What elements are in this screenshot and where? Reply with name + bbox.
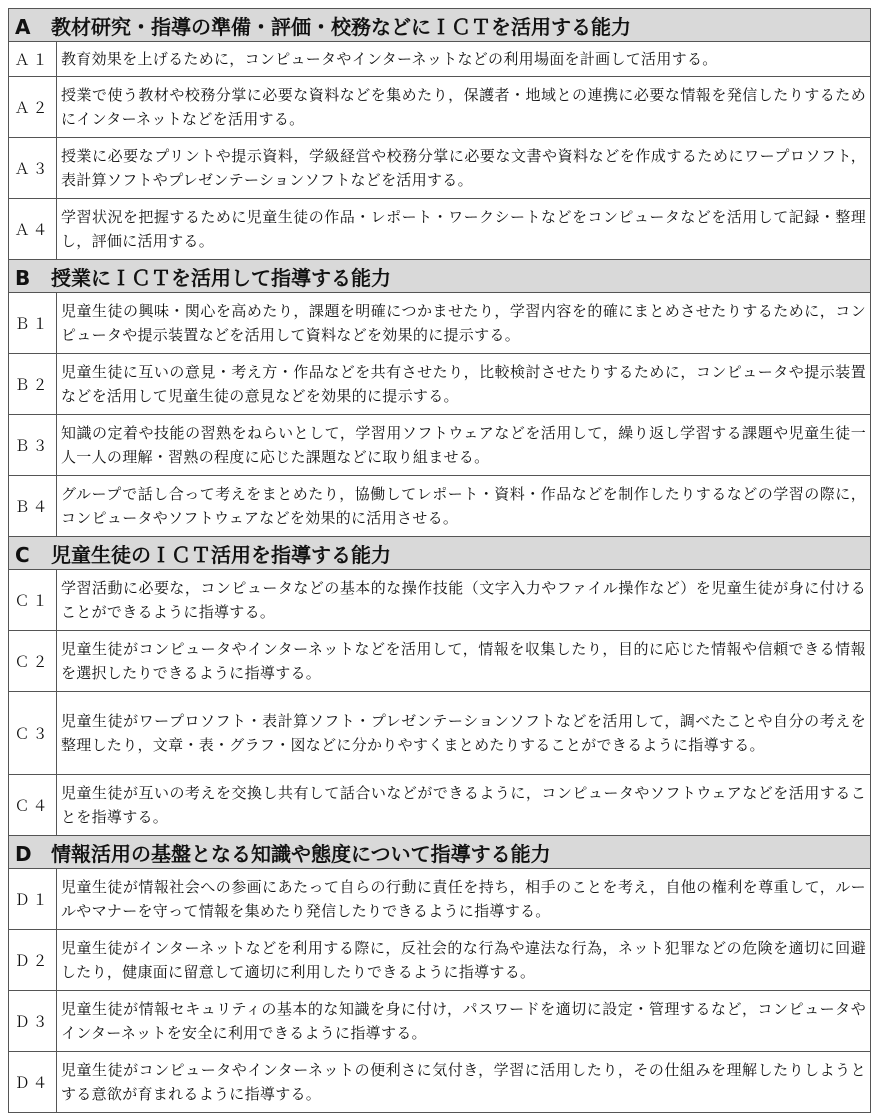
- item-code: Ａ２: [9, 77, 57, 138]
- item-description: 授業で使う教材や校務分掌に必要な資料などを集めたり，保護者・地域との連携に必要な情報を発信したりするためにインターネットなどを活用する。: [57, 77, 871, 138]
- table-row: [9, 138, 871, 199]
- item-code: Ｂ１: [9, 293, 57, 354]
- item-description: 学習活動に必要な，コンピュータなどの基本的な操作技能（文字入力やファイル操作など）を児童生徒が身に付けることができるように指導する。: [57, 570, 871, 631]
- table-row: [9, 930, 871, 991]
- item-description: 児童生徒がワープロソフト・表計算ソフト・プレゼンテーションソフトなどを活用して，調べたことや自分の考えを整理したり，文章・表・グラフ・図などに分かりやすくまとめたりすることができるように指導する。: [57, 692, 871, 775]
- item-description: 児童生徒がインターネットなどを利用する際に，反社会的な行為や違法な行為，ネット犯罪などの危険を適切に回避したり，健康面に留意して適切に利用したりできるように指導する。: [57, 930, 871, 991]
- section-title: 教材研究・指導の準備・評価・校務などにＩＣＴを活用する能力: [51, 14, 631, 39]
- section-letter: D: [15, 841, 32, 866]
- section-header-c: [9, 537, 871, 570]
- item-description: 児童生徒が互いの考えを交換し共有して話合いなどができるように，コンピュータやソフトウェアなどを活用することを指導する。: [57, 775, 871, 836]
- item-code: Ａ４: [9, 199, 57, 260]
- table-row: [9, 775, 871, 836]
- item-code: Ｃ４: [9, 775, 57, 836]
- table-row: [9, 476, 871, 537]
- table-row: [9, 42, 871, 77]
- item-description: 教育効果を上げるために，コンピュータやインターネットなどの利用場面を計画して活用する。: [57, 42, 871, 77]
- item-code: Ｂ３: [9, 415, 57, 476]
- item-code: Ｃ３: [9, 692, 57, 775]
- table-row: [9, 631, 871, 692]
- table-row: [9, 570, 871, 631]
- table-row: [9, 869, 871, 930]
- section-letter: A: [15, 14, 31, 39]
- section-letter: C: [15, 542, 30, 567]
- item-description: 児童生徒に互いの意見・考え方・作品などを共有させたり，比較検討させたりするために，コンピュータや提示装置などを活用して児童生徒の意見などを効果的に提示する。: [57, 354, 871, 415]
- section-title: 授業にＩＣＴを活用して指導する能力: [51, 265, 391, 290]
- table-row: [9, 1052, 871, 1113]
- item-code: Ｃ１: [9, 570, 57, 631]
- section-title: 児童生徒のＩＣＴ活用を指導する能力: [51, 542, 391, 567]
- item-code: Ｃ２: [9, 631, 57, 692]
- item-description: 児童生徒がコンピュータやインターネットなどを活用して，情報を収集したり，目的に応じた情報や信頼できる情報を選択したりできるように指導する。: [57, 631, 871, 692]
- item-description: 児童生徒が情報セキュリティの基本的な知識を身に付け，パスワードを適切に設定・管理するなど，コンピュータやインターネットを安全に利用できるように指導する。: [57, 991, 871, 1052]
- table-row: [9, 991, 871, 1052]
- ict-competency-table: [8, 8, 871, 1113]
- item-description: 児童生徒の興味・関心を高めたり，課題を明確につかませたり，学習内容を的確にまとめさせたりするために，コンピュータや提示装置などを活用して資料などを効果的に提示する。: [57, 293, 871, 354]
- item-code: Ｄ３: [9, 991, 57, 1052]
- item-description: 学習状況を把握するために児童生徒の作品・レポート・ワークシートなどをコンピュータなどを活用して記録・整理し，評価に活用する。: [57, 199, 871, 260]
- item-code: Ｄ２: [9, 930, 57, 991]
- section-header-a: [9, 9, 871, 42]
- item-code: Ｂ２: [9, 354, 57, 415]
- item-description: 授業に必要なプリントや提示資料，学級経営や校務分掌に必要な文書や資料などを作成するためにワープロソフト，表計算ソフトやプレゼンテーションソフトなどを活用する。: [57, 138, 871, 199]
- table-row: [9, 692, 871, 775]
- item-description: 知識の定着や技能の習熟をねらいとして，学習用ソフトウェアなどを活用して，繰り返し学習する課題や児童生徒一人一人の理解・習熟の程度に応じた課題などに取り組ませる。: [57, 415, 871, 476]
- item-code: Ｄ１: [9, 869, 57, 930]
- section-title: 情報活用の基盤となる知識や態度について指導する能力: [51, 841, 551, 866]
- table-row: [9, 354, 871, 415]
- section-header-b: [9, 260, 871, 293]
- item-description: 児童生徒が情報社会への参画にあたって自らの行動に責任を持ち，相手のことを考え，自他の権利を尊重して，ルールやマナーを守って情報を集めたり発信したりできるように指導する。: [57, 869, 871, 930]
- table-row: [9, 415, 871, 476]
- item-description: グループで話し合って考えをまとめたり，協働してレポート・資料・作品などを制作したりするなどの学習の際に，コンピュータやソフトウェアなどを効果的に活用させる。: [57, 476, 871, 537]
- section-letter: B: [15, 265, 31, 290]
- section-header-d: [9, 836, 871, 869]
- item-code: Ｂ４: [9, 476, 57, 537]
- item-code: Ａ１: [9, 42, 57, 77]
- table-row: [9, 293, 871, 354]
- item-description: 児童生徒がコンピュータやインターネットの便利さに気付き，学習に活用したり，その仕組みを理解したりしようとする意欲が育まれるように指導する。: [57, 1052, 871, 1113]
- item-code: Ｄ４: [9, 1052, 57, 1113]
- item-code: Ａ３: [9, 138, 57, 199]
- table-row: [9, 77, 871, 138]
- table-row: [9, 199, 871, 260]
